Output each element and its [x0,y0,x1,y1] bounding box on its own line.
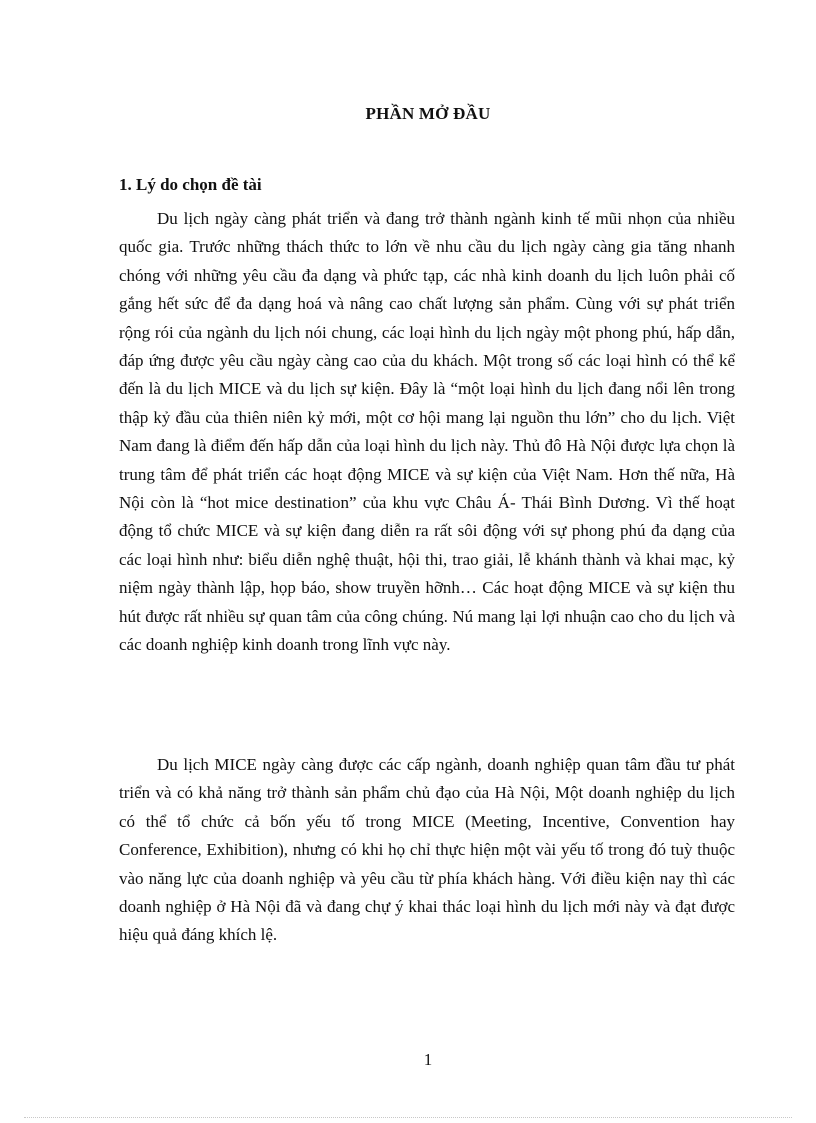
body-paragraph-2: Du lịch MICE ngày càng được các cấp ngành, doanh nghiệp quan tâm đầu tư phát triển và có khả năng trở thành sản phẩm chủ đạo của Hà Nội, Một doanh nghiệp du lịch có thể tổ chức cả bốn yếu tố trong MICE (Meeting, Incentive, Convention hay Conference, Exhibition), nhưng có khi họ chỉ thực hiện một vài yếu tố trong đó tuỳ thuộc vào năng lực của doanh nghiệp và yêu cầu từ phía khách hàng. Với điều kiện nay thì các doanh nghiệp ở Hà Nội đã và đang chự ý khai thác loại hình du lịch mới này và đạt được hiệu quả đáng khích lệ. [119,755,735,945]
page-bottom-divider [24,1117,792,1118]
body-paragraph-1: Du lịch ngày càng phát triển và đang trở thành ngành kinh tế mũi nhọn của nhiều quốc gia. Trước những thách thức to lớn về nhu cầu du lịch ngày càng gia tăng nhanh chóng với những yêu cầu đa dạng và phức tạp, các nhà kinh doanh du lịch luôn phải cố gắng hết sức để đa dạng hoá và nâng cao chất lượng sản phẩm. Cùng với sự phát triển rộng rói của ngành du lịch nói chung, các loại hình du lịch ngày một phong phú, hấp dẫn, đáp ứng được yêu cầu ngày càng cao của du khách. Một trong số các loại hình có thể kể đến là du lịch MICE và du lịch sự kiện. Đây là “một loại hình du lịch đang nổi lên trong thập kỷ đầu của thiên niên kỷ mới, một cơ hội mang lại nguồn thu lớn” cho du lịch. Việt Nam đang là điểm đến hấp dẫn của loại hình du lịch này. Thủ đô Hà Nội được lựa chọn là trung tâm để phát triển các hoạt động MICE và sự kiện của Việt Nam. Hơn thế nữa, Hà Nội còn là “hot mice destination” của khu vực Châu Á- Thái Bình Dương. Vì thế hoạt động tổ chức MICE và sự kiện đang diễn ra rất sôi động với sự phong phú đa dạng của các loại hình như: biểu diễn nghệ thuật, hội thi, trao giải, lễ khánh thành và khai mạc, kỷ niệm ngày thành lập, họp báo, show truyền hỡnh… Các hoạt động MICE và sự kiện thu hút được rất nhiều sự quan tâm của công chúng. Nú mang lại lợi nhuận cao cho du lịch và các doanh nghiệp kinh doanh trong lĩnh vực này. [119,209,735,655]
page-title: PHẦN MỞ ĐẦU [365,104,491,123]
section-heading: 1. Lý do chọn đề tài [119,175,262,194]
page-number: 1 [423,1050,433,1069]
